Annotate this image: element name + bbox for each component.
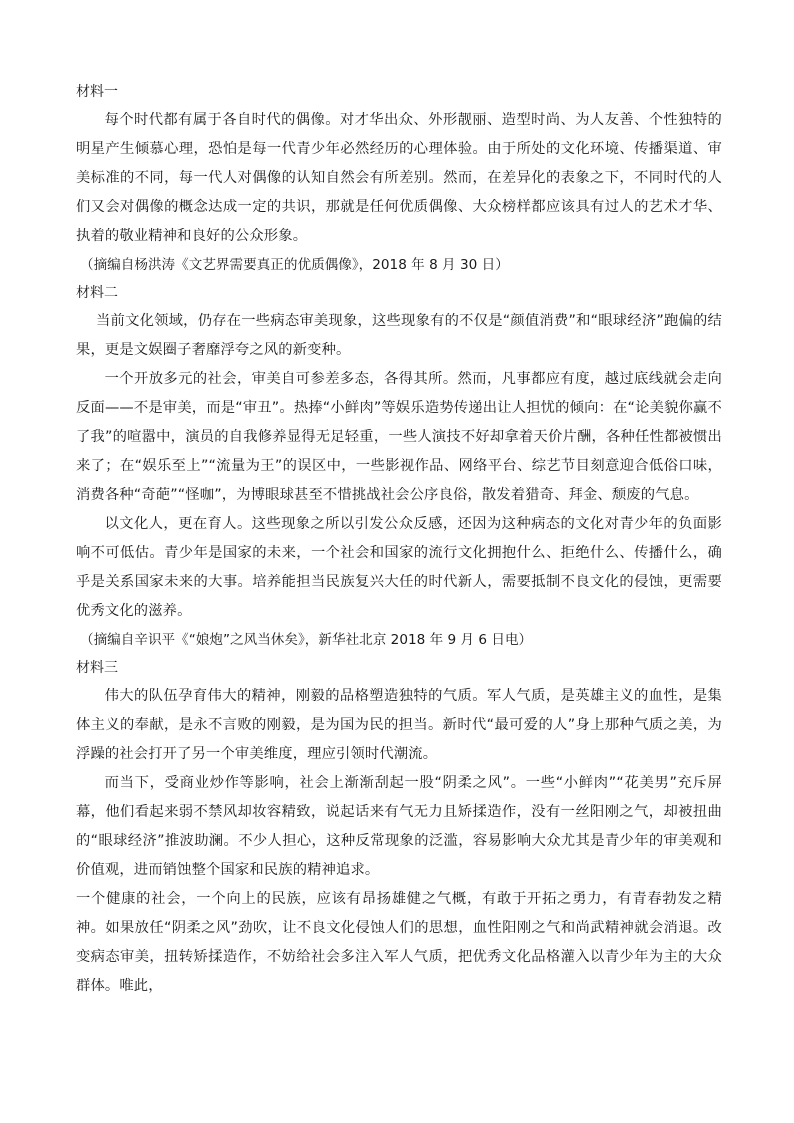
material-1-paragraph-1: 每个时代都有属于各自时代的偶像。对才华出众、外形靓丽、造型时尚、为人友善、个性独特的明星产生倾慕心理，恐怕是每一代青少年必然经历的心理体验。由于所处的文化环境、传播渠道、审美标准的不同，每一代人对偶像的认知自然会有所差别。然而，在差异化的表象之下，不同时代的人们又会对偶像的概念达成一定的共识，那就是任何优质偶像、大众榜样都应该具有过人的艺术才华、执着的敬业精神和良好的公众形象。 (76, 112, 722, 244)
material-1-source: （摘编自杨洪涛《文艺界需要真正的优质偶像》，2018 年 8 月 30 日） (80, 257, 509, 273)
material-3-paragraph-2: 而当下，受商业炒作等影响，社会上渐渐刮起一股“阴柔之风”。一些“小鲜肉”“花美男”充斥屏幕，他们看起来弱不禁风却妆容精致，说起话来有气无力且矫揉造作，没有一丝阳刚之气，却被扭曲的“眼球经济”推波助澜。不少人担心，这种反常现象的泛滥，容易影响大众尤其是青少年的审美观和价值观，进而销蚀整个国家和民族的精神追求。 (76, 775, 722, 878)
material-3-paragraph-3: 一个健康的社会，一个向上的民族，应该有昂扬雄健之气概，有敢于开拓之勇力，有青春勃发之精神。如果放任“阴柔之风”劲吹，让不良文化侵蚀人们的思想，血性阳刚之气和尚武精神就会消退。改变病态审美，扭转矫揉造作，不妨给社会多注入军人气质，把优秀文化品格灌入以青少年为主的大众群体。唯此， (76, 891, 722, 994)
section-title-material-2: 材料二 (76, 285, 118, 301)
material-2-source: （摘编自辛识平《“娘炮”之风当休矣》，新华社北京 2018 年 9 月 6 日电） (80, 632, 533, 648)
material-2-paragraph-2: 一个开放多元的社会，审美自可参差多态，各得其所。然而，凡事都应有度，越过底线就会走向反面——不是审美，而是“审丑”。热捧“小鲜肉”等娱乐造势传递出让人担忧的倾向：在“论美貌你赢不了我”的喧嚣中，演员的自我修养显得无足轻重，一些人演技不好却拿着天价片酬，各种任性都被惯出来了；在“娱乐至上”“流量为王”的误区中，一些影视作品、网络平台、综艺节目刻意迎合低俗口味，消费各种“奇葩”“怪咖”，为博眼球甚至不惜挑战社会公序良俗，散发着猎奇、拜金、颓废的气息。 (76, 371, 722, 503)
material-2-paragraph-1: 当前文化领域，仍存在一些病态审美现象，这些现象有的不仅是“颜值消费”和“眼球经济”跑偏的结果，更是文娱圈子奢靡浮夸之风的新变种。 (76, 313, 722, 358)
material-3-paragraph-1: 伟大的队伍孕育伟大的精神，刚毅的品格塑造独特的气质。军人气质，是英雄主义的血性，是集体主义的奉献，是永不言败的刚毅，是为国为民的担当。新时代“最可爱的人”身上那种气质之美，为浮躁的社会打开了另一个审美维度，理应引领时代潮流。 (76, 688, 722, 762)
section-title-material-3: 材料三 (76, 660, 118, 676)
document-page (76, 78, 722, 1001)
material-2-paragraph-3: 以文化人，更在育人。这些现象之所以引发公众反感，还因为这种病态的文化对青少年的负面影响不可低估。青少年是国家的未来，一个社会和国家的流行文化拥抱什么、拒绝什么、传播什么，确乎是关系国家未来的大事。培养能担当民族复兴大任的时代新人，需要抵制不良文化的侵蚀，更需要优秀文化的滋养。 (76, 516, 722, 619)
section-title-material-1: 材料一 (76, 84, 118, 100)
